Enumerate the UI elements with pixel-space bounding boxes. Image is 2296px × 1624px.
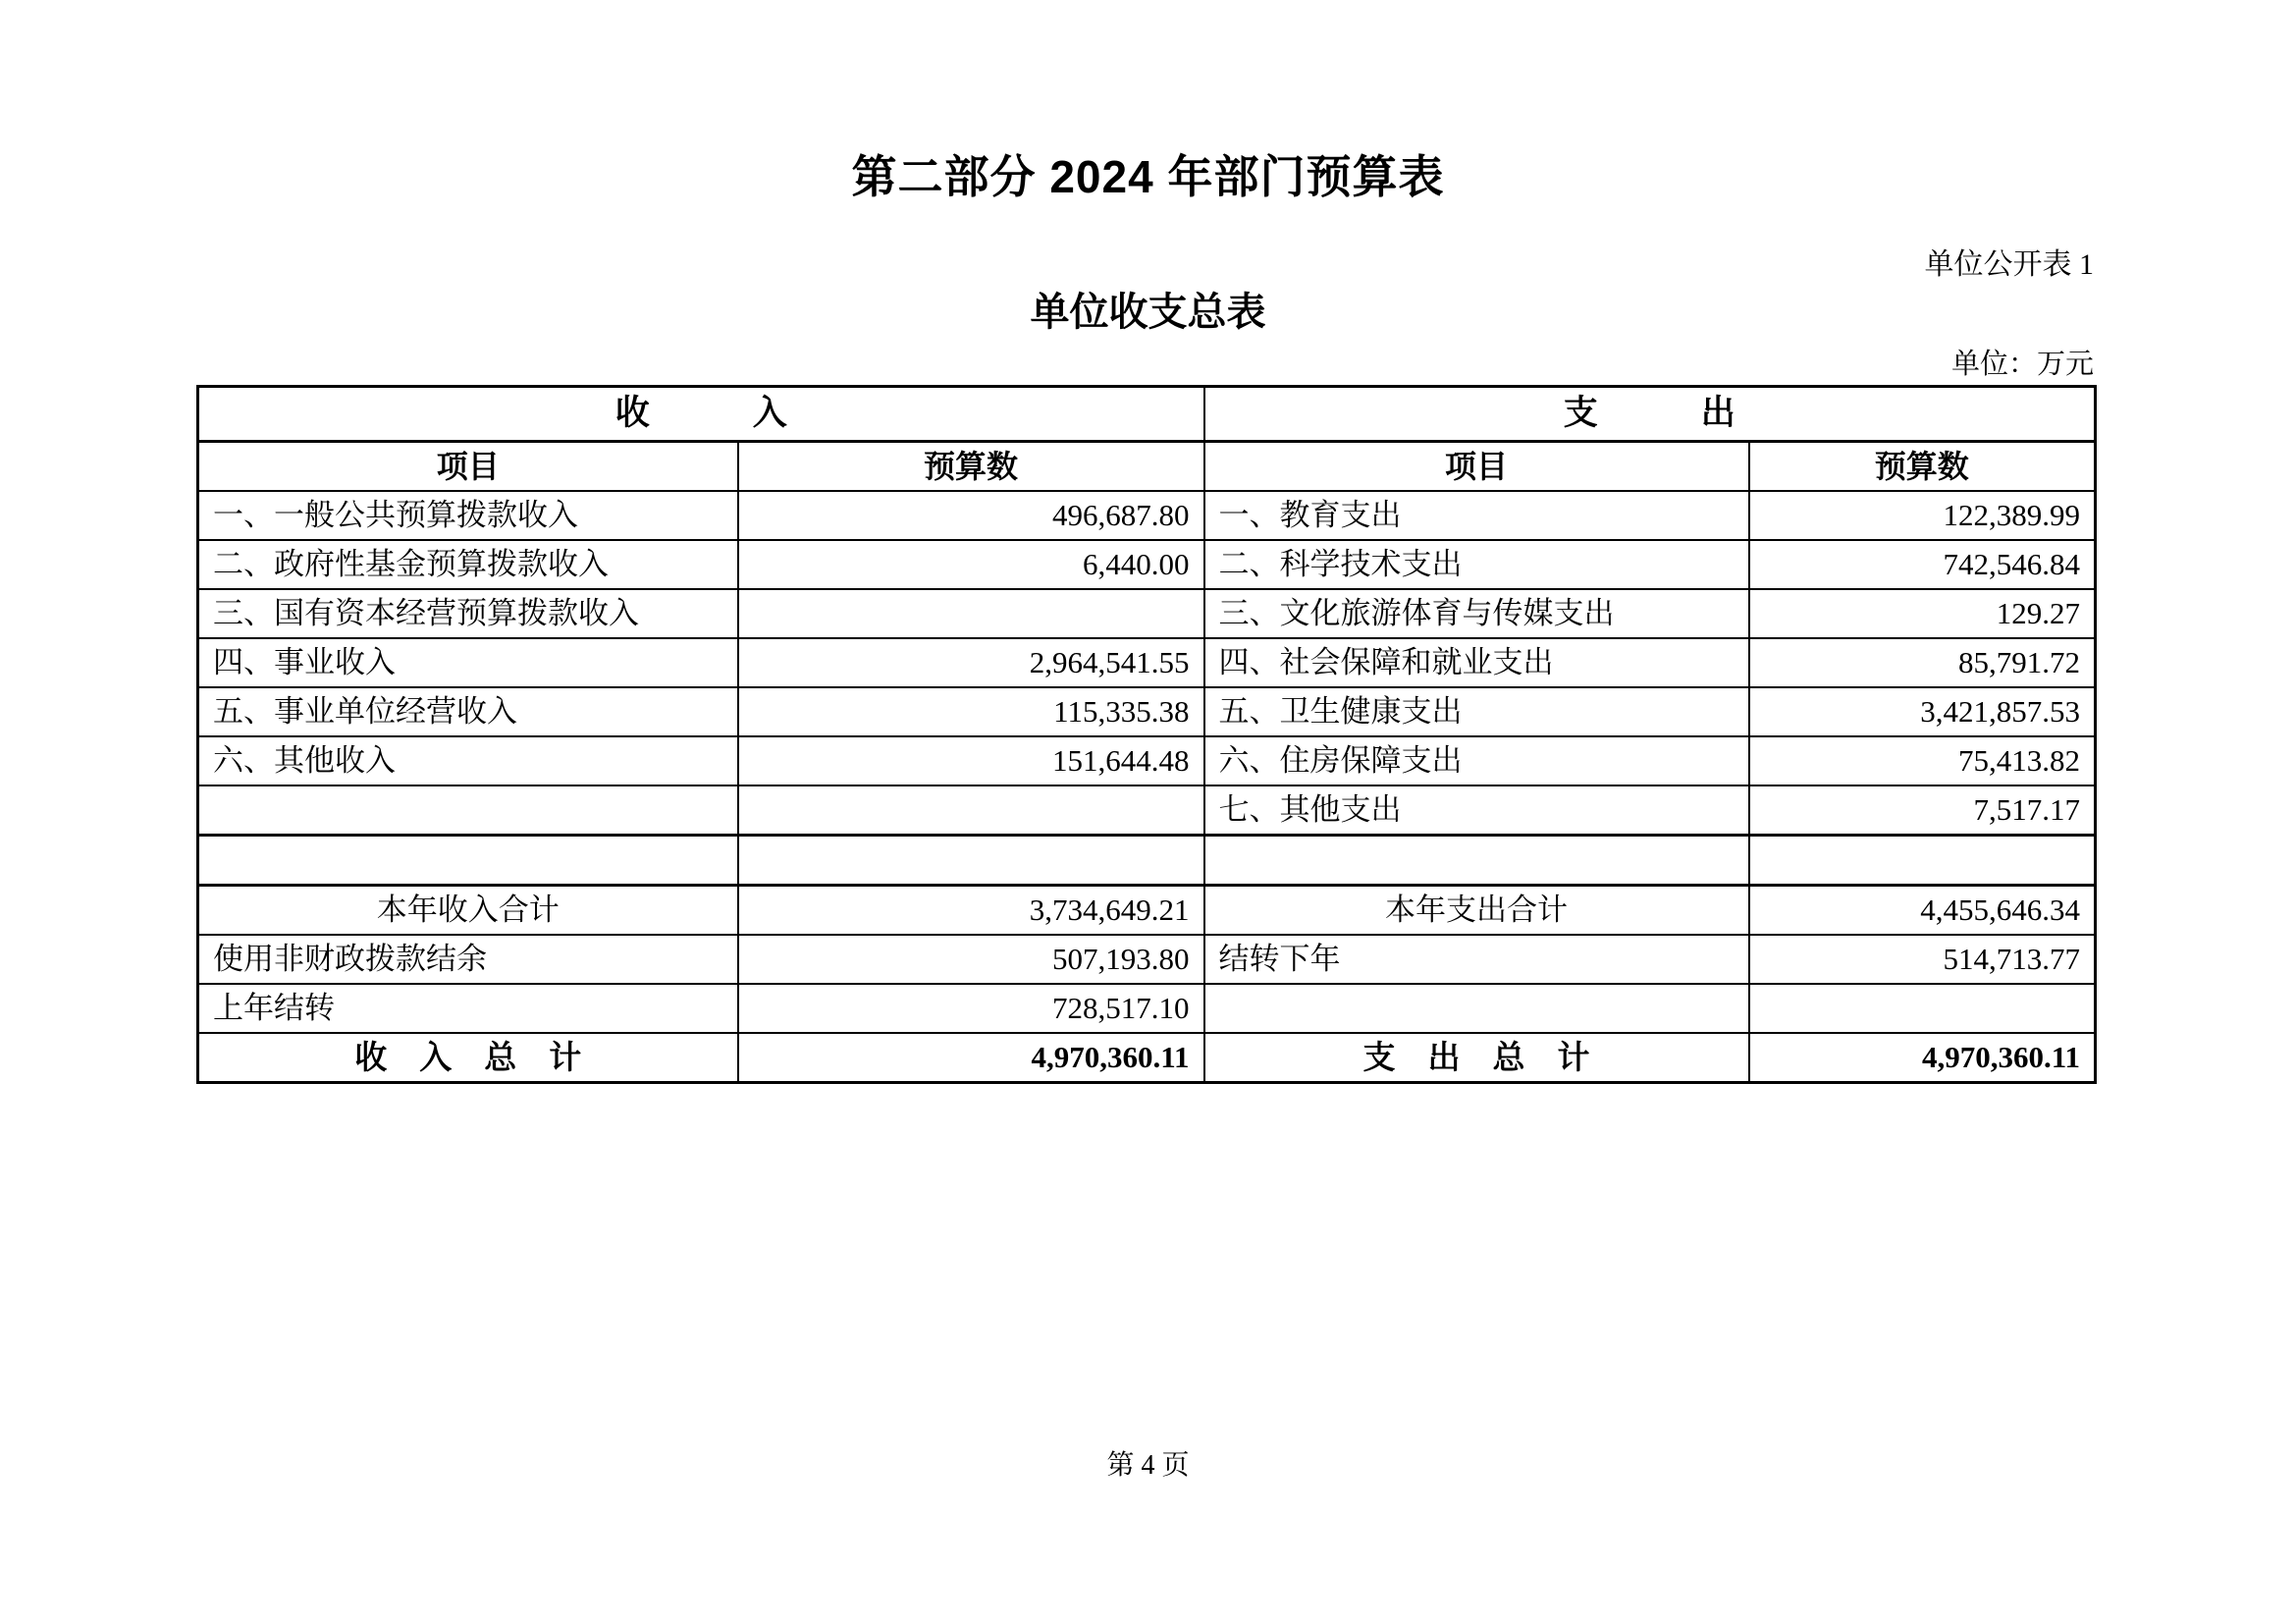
expense-item-cell <box>1204 984 1749 1033</box>
expense-budget-column-header: 预算数 <box>1749 442 2096 492</box>
expense-value-cell: 75,413.82 <box>1749 736 2096 785</box>
table-row-subtotal <box>198 886 2096 936</box>
expense-item-cell: 四、社会保障和就业支出 <box>1204 638 1749 687</box>
income-item-cell <box>198 836 738 886</box>
budget-summary-table <box>196 385 2097 1084</box>
income-value-cell: 6,440.00 <box>738 540 1204 589</box>
income-value-cell <box>738 589 1204 638</box>
table-row <box>198 540 2096 589</box>
expense-subtotal-value: 4,455,646.34 <box>1749 886 2096 936</box>
income-item-cell: 四、事业收入 <box>198 638 738 687</box>
table-row-grand-total <box>198 1033 2096 1083</box>
income-value-cell: 728,517.10 <box>738 984 1204 1033</box>
table-row <box>198 736 2096 785</box>
table-row <box>198 785 2096 836</box>
table-row <box>198 984 2096 1033</box>
income-item-cell: 一、一般公共预算拨款收入 <box>198 491 738 540</box>
expense-item-cell: 七、其他支出 <box>1204 785 1749 836</box>
table-title: 单位收支总表 <box>1030 291 1266 334</box>
income-subtotal-label: 本年收入合计 <box>198 886 738 936</box>
expense-item-cell: 五、卫生健康支出 <box>1204 687 1749 736</box>
table-public-label: 单位公开表 1 <box>1924 248 2094 281</box>
unit-label: 单位：万元 <box>1950 349 2094 380</box>
expense-item-cell: 二、科学技术支出 <box>1204 540 1749 589</box>
income-item-cell: 二、政府性基金预算拨款收入 <box>198 540 738 589</box>
income-item-cell <box>198 785 738 836</box>
income-total-value: 4,970,360.11 <box>738 1033 1204 1083</box>
expense-value-cell: 129.27 <box>1749 589 2096 638</box>
expense-total-label: 支 出 总 计 <box>1204 1033 1749 1083</box>
expense-item-column-header: 项目 <box>1204 442 1749 492</box>
table-row-spacer <box>198 836 2096 886</box>
expense-item-cell: 一、教育支出 <box>1204 491 1749 540</box>
expense-value-cell: 7,517.17 <box>1749 785 2096 836</box>
section-header-row <box>198 387 2096 442</box>
table-row <box>198 687 2096 736</box>
expense-value-cell: 85,791.72 <box>1749 638 2096 687</box>
table-row <box>198 491 2096 540</box>
income-subtotal-value: 3,734,649.21 <box>738 886 1204 936</box>
income-value-cell <box>738 836 1204 886</box>
page-title: 第二部分 2024 年部门预算表 <box>851 151 1445 202</box>
income-item-cell: 三、国有资本经营预算拨款收入 <box>198 589 738 638</box>
expense-value-cell <box>1749 836 2096 886</box>
income-item-cell: 使用非财政拨款结余 <box>198 935 738 984</box>
income-section-header: 收 入 <box>198 387 1204 442</box>
expense-value-cell <box>1749 984 2096 1033</box>
table-row <box>198 589 2096 638</box>
expense-item-cell: 六、住房保障支出 <box>1204 736 1749 785</box>
income-value-cell: 115,335.38 <box>738 687 1204 736</box>
expense-item-cell <box>1204 836 1749 886</box>
income-value-cell: 507,193.80 <box>738 935 1204 984</box>
table-row <box>198 638 2096 687</box>
page-number: 第 4 页 <box>1106 1450 1190 1481</box>
income-value-cell: 2,964,541.55 <box>738 638 1204 687</box>
income-budget-column-header: 预算数 <box>738 442 1204 492</box>
expense-value-cell: 514,713.77 <box>1749 935 2096 984</box>
column-header-row <box>198 442 2096 492</box>
expense-item-cell: 结转下年 <box>1204 935 1749 984</box>
expense-value-cell: 742,546.84 <box>1749 540 2096 589</box>
income-item-cell: 上年结转 <box>198 984 738 1033</box>
income-value-cell: 496,687.80 <box>738 491 1204 540</box>
expense-subtotal-label: 本年支出合计 <box>1204 886 1749 936</box>
expense-section-header: 支 出 <box>1204 387 2096 442</box>
income-value-cell: 151,644.48 <box>738 736 1204 785</box>
expense-total-value: 4,970,360.11 <box>1749 1033 2096 1083</box>
income-total-label: 收 入 总 计 <box>198 1033 738 1083</box>
income-value-cell <box>738 785 1204 836</box>
income-item-cell: 六、其他收入 <box>198 736 738 785</box>
expense-value-cell: 3,421,857.53 <box>1749 687 2096 736</box>
income-item-column-header: 项目 <box>198 442 738 492</box>
expense-value-cell: 122,389.99 <box>1749 491 2096 540</box>
table-row <box>198 935 2096 984</box>
income-item-cell: 五、事业单位经营收入 <box>198 687 738 736</box>
expense-item-cell: 三、文化旅游体育与传媒支出 <box>1204 589 1749 638</box>
